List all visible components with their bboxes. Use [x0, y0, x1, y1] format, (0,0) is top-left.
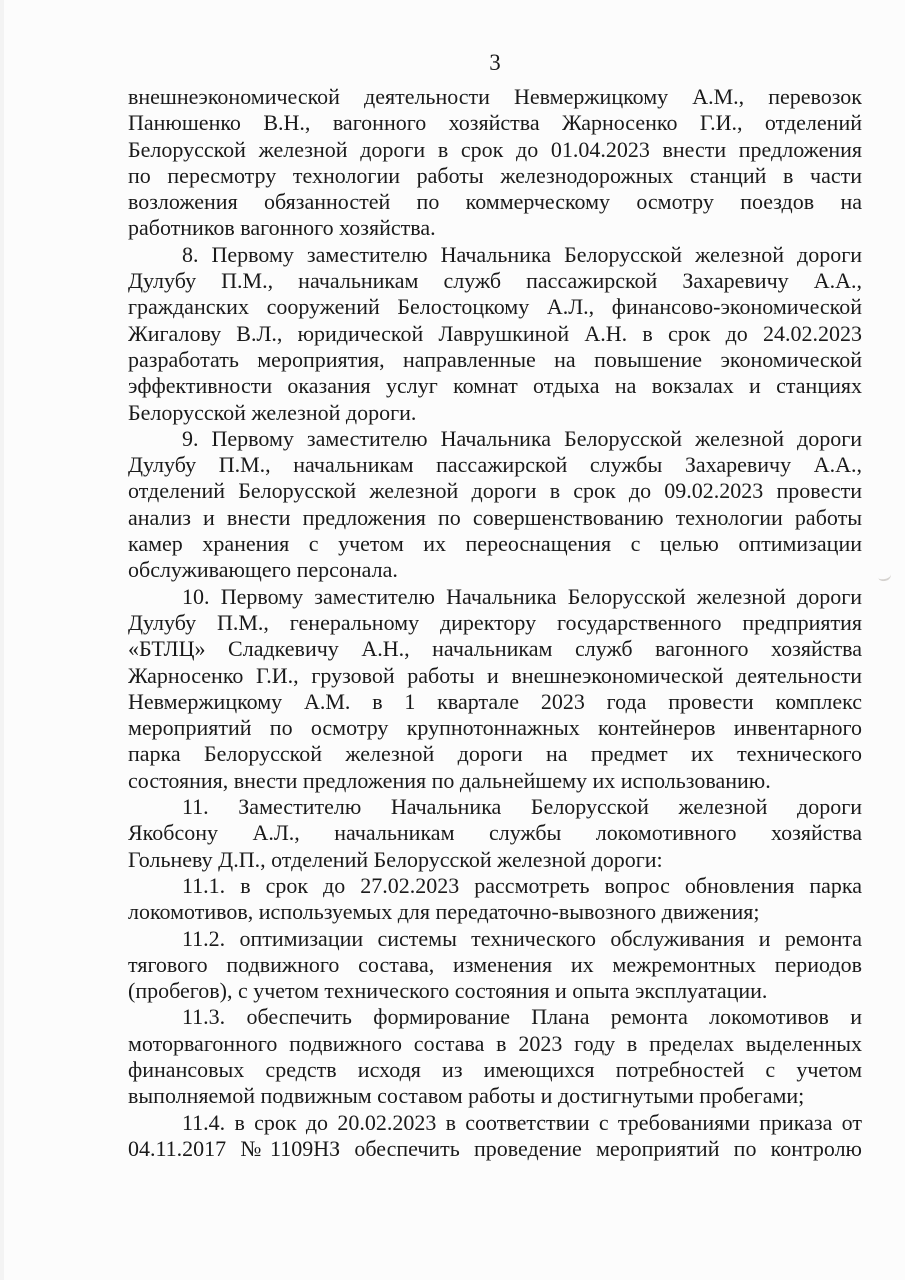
text-line: внешнеэкономической деятельности Невмержицкому А.М., перевозок [128, 84, 862, 109]
text-line: 04.11.2017 №1109НЗ обеспечить проведение мероприятий по контролю [128, 1135, 862, 1161]
text-line: Дулубу П.М., генеральному директору государственного предприятия [128, 609, 862, 635]
paragraph-10 [128, 584, 862, 794]
text-line: 11.1. в срок до 27.02.2023 рассмотреть вопрос обновления парка [182, 872, 862, 898]
text-line: возложения обязанностей по коммерческому осмотру поездов на [128, 189, 862, 215]
text-line: 11. Заместителю Начальника Белорусской железной дороги [182, 794, 862, 820]
text-line: 9. Первому заместителю Начальника Белорусской железной дороги [182, 425, 862, 451]
text-line: по пересмотру технологии работы железнодорожных станций в части [128, 162, 862, 188]
text-line: локомотивов, используемых для передаточно-вывозного движения; [128, 899, 760, 925]
paragraph-11-2 [128, 926, 862, 1005]
text-line: Невмержицкому А.М. в 1 квартале 2023 года провести комплекс [128, 688, 862, 714]
text-line: разработать мероприятия, направленные на повышение экономической [128, 346, 862, 372]
text-line: камер хранения с учетом их переоснащения с целью оптимизации [128, 531, 862, 557]
text-line: гражданских сооружений Белостоцкому А.Л., финансово-экономической [128, 294, 862, 320]
paragraph-11-1 [128, 873, 862, 926]
text-line: Дулубу П.М., начальникам пассажирской службы Захаревичу А.А., [128, 452, 862, 478]
text-line: состояния, внести предложения по дальнейшему их использованию. [128, 767, 771, 793]
paragraph-11 [128, 794, 862, 873]
text-line: Дулубу П.М., начальникам служб пассажирской Захаревичу А.А., [128, 268, 862, 294]
text-line: обслуживающего персонала. [128, 557, 398, 583]
text-line: 11.4. в срок до 20.02.2023 в соответствии с требованиями приказа от [182, 1109, 862, 1135]
page-number: 3 [489, 50, 501, 75]
text-line: моторвагонного подвижного состава в 2023 году в пределах выделенных [128, 1030, 862, 1056]
text-line: 11.3. обеспечить формирование Плана ремонта локомотивов и [182, 1004, 862, 1030]
text-line: Якобсону А.Л., начальникам службы локомотивного хозяйства [128, 820, 862, 846]
text-line: анализ и внести предложения по совершенствованию технологии работы [128, 504, 862, 530]
text-line: Белорусской железной дороги в срок до 01.04.2023 внести предложения [128, 136, 862, 162]
text-line: Жигалову В.Л., юридической Лаврушкиной А.Н. в срок до 24.02.2023 [128, 320, 862, 346]
text-line: отделений Белорусской железной дороги в срок до 09.02.2023 провести [128, 478, 862, 504]
text-line: «БТЛЦ» Сладкевичу А.Н., начальникам служб вагонного хозяйства [128, 636, 862, 662]
text-line: 11.2. оптимизации системы технического обслуживания и ремонта [182, 925, 862, 951]
document-body [128, 84, 862, 1162]
text-line: эффективности оказания услуг комнат отдыха на вокзалах и станциях [128, 373, 862, 399]
paragraph-continuation [128, 84, 862, 242]
paragraph-11-4 [128, 1110, 862, 1163]
text-line: работников вагонного хозяйства. [128, 215, 436, 241]
text-line: 10. Первому заместителю Начальника Белорусской железной дороги [182, 583, 862, 609]
text-line: парка Белорусской железной дороги на предмет их технического [128, 741, 862, 767]
text-line: Жарносенко Г.И., грузовой работы и внешнеэкономической деятельности [128, 662, 862, 688]
paragraph-9 [128, 426, 862, 584]
pen-mark [877, 570, 892, 582]
text-line: Панюшенко В.Н., вагонного хозяйства Жарносенко Г.И., отделений [128, 110, 862, 136]
text-line: мероприятий по осмотру крупнотоннажных контейнеров инвентарного [128, 715, 862, 741]
text-line: (пробегов), с учетом технического состояния и опыта эксплуатации. [128, 978, 768, 1004]
text-line: финансовых средств исходя из имеющихся потребностей с учетом [128, 1056, 862, 1082]
text-line: Гольневу Д.П., отделений Белорусской железной дороги: [128, 846, 663, 872]
paragraph-11-3 [128, 1004, 862, 1109]
paragraph-8 [128, 242, 862, 426]
text-line: 8. Первому заместителю Начальника Белорусской железной дороги [182, 241, 862, 267]
text-line: Белорусской железной дороги. [128, 399, 417, 425]
text-line: тягового подвижного состава, изменения их межремонтных периодов [128, 951, 862, 977]
text-line: выполняемой подвижным составом работы и достигнутыми пробегами; [128, 1083, 805, 1109]
